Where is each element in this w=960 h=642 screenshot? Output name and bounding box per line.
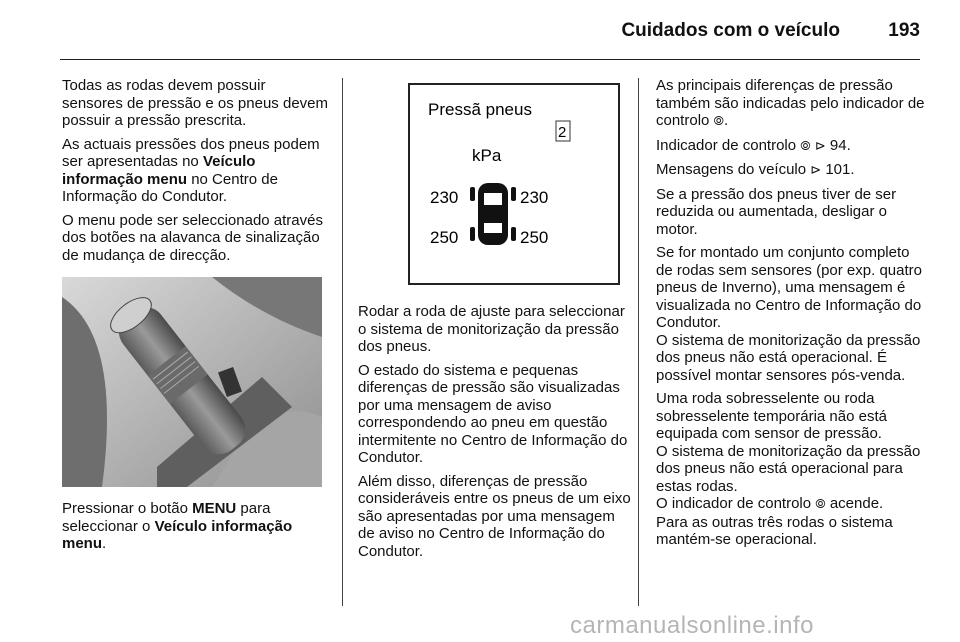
header-rule	[60, 59, 920, 60]
rear-right-pressure: 250	[520, 228, 549, 247]
paragraph: O sistema de monitorização da pressão dos pneus não está operacional para estas rodas.	[656, 442, 921, 495]
display-title: Pressã pneus	[428, 100, 532, 119]
tpms-warning-icon: ⦾	[815, 497, 826, 512]
paragraph: O indicador de controlo ⦾ acende.	[656, 495, 884, 512]
chapter-title: Cuidados com o veículo	[621, 20, 840, 41]
paragraph: Pressionar o botão MENU para seleccionar o Veículo informação menu.	[62, 500, 293, 552]
tpms-warning-icon: ⦾	[713, 114, 724, 129]
watermark: carmanualsonline.info	[570, 612, 814, 639]
paragraph: Indicador de controlo ⦾ ⊳ 94.	[656, 136, 851, 154]
display-page-indicator: 2	[558, 124, 567, 141]
paragraph: Uma roda sobresselente ou roda sobresselente temporária não está equipada com sensor de pressão.	[656, 390, 887, 442]
paragraph: O estado do sistema e pequenas diferenças de pressão são visualizadas por uma mensagem de aviso correspondendo ao pneu em questão intermitente no Centro de Informação do Condutor.	[358, 361, 628, 466]
rear-left-pressure: 250	[430, 228, 459, 247]
paragraph: O sistema de monitorização da pressão dos pneus não está operacional. É possível montar sensores pós-venda.	[656, 331, 921, 384]
menu-name: Veículo informação menu	[62, 153, 256, 188]
paragraph: As principais diferenças de pressão também são indicadas pelo indicador de controlo ⦾.	[656, 77, 925, 129]
page-number: 193	[888, 20, 920, 41]
tire-pressure-display	[408, 83, 620, 285]
paragraph: Mensagens do veículo ⊳ 101.	[656, 161, 855, 178]
column-1	[62, 77, 330, 270]
menu-name: Veículo informação menu	[62, 517, 293, 552]
column-1-lower	[62, 500, 330, 559]
paragraph: Se for montado um conjunto completo de rodas sem sensores (por exp. quatro pneus de Inverno), uma mensagem é visualizada no Centro de Informação do Condutor.	[656, 244, 922, 331]
display-unit: kPa	[472, 146, 502, 165]
tpms-warning-icon: ⦾	[800, 138, 811, 154]
column-2	[358, 303, 633, 566]
paragraph: Se a pressão dos pneus tiver de ser reduzida ou aumentada, desligar o motor.	[656, 185, 897, 238]
paragraph: Rodar a roda de ajuste para seleccionar o sistema de monitorização da pressão dos pneus.	[358, 303, 625, 355]
paragraph: Todas as rodas devem possuir sensores de pressão e os pneus devem possuir a pressão prescrita.	[62, 77, 328, 129]
menu-button-name: MENU	[192, 500, 237, 517]
paragraph: Para as outras três rodas o sistema mantém-se operacional.	[656, 513, 893, 548]
paragraph: Além disso, diferenças de pressão consideráveis entre os pneus de um eixo são apresentadas por uma mensagem de aviso no Centro de Informação do Condutor.	[358, 472, 631, 560]
column-divider-2	[638, 78, 639, 606]
page-header	[0, 14, 960, 50]
turn-signal-lever-photo	[62, 277, 322, 487]
front-right-pressure: 230	[520, 188, 549, 207]
column-divider-1	[342, 78, 343, 606]
page-ref-arrow-icon: ⊳	[814, 138, 826, 154]
paragraph: O menu pode ser seleccionado através dos botões na alavanca de sinalização de mudança de direcção.	[62, 211, 323, 264]
paragraph: As actuais pressões dos pneus podem ser apresentadas no Veículo informação menu no Centro de Informação do Condutor.	[62, 135, 320, 205]
front-left-pressure: 230	[430, 188, 459, 207]
page-ref-arrow-icon: ⊳	[810, 163, 822, 178]
column-3	[656, 77, 926, 555]
